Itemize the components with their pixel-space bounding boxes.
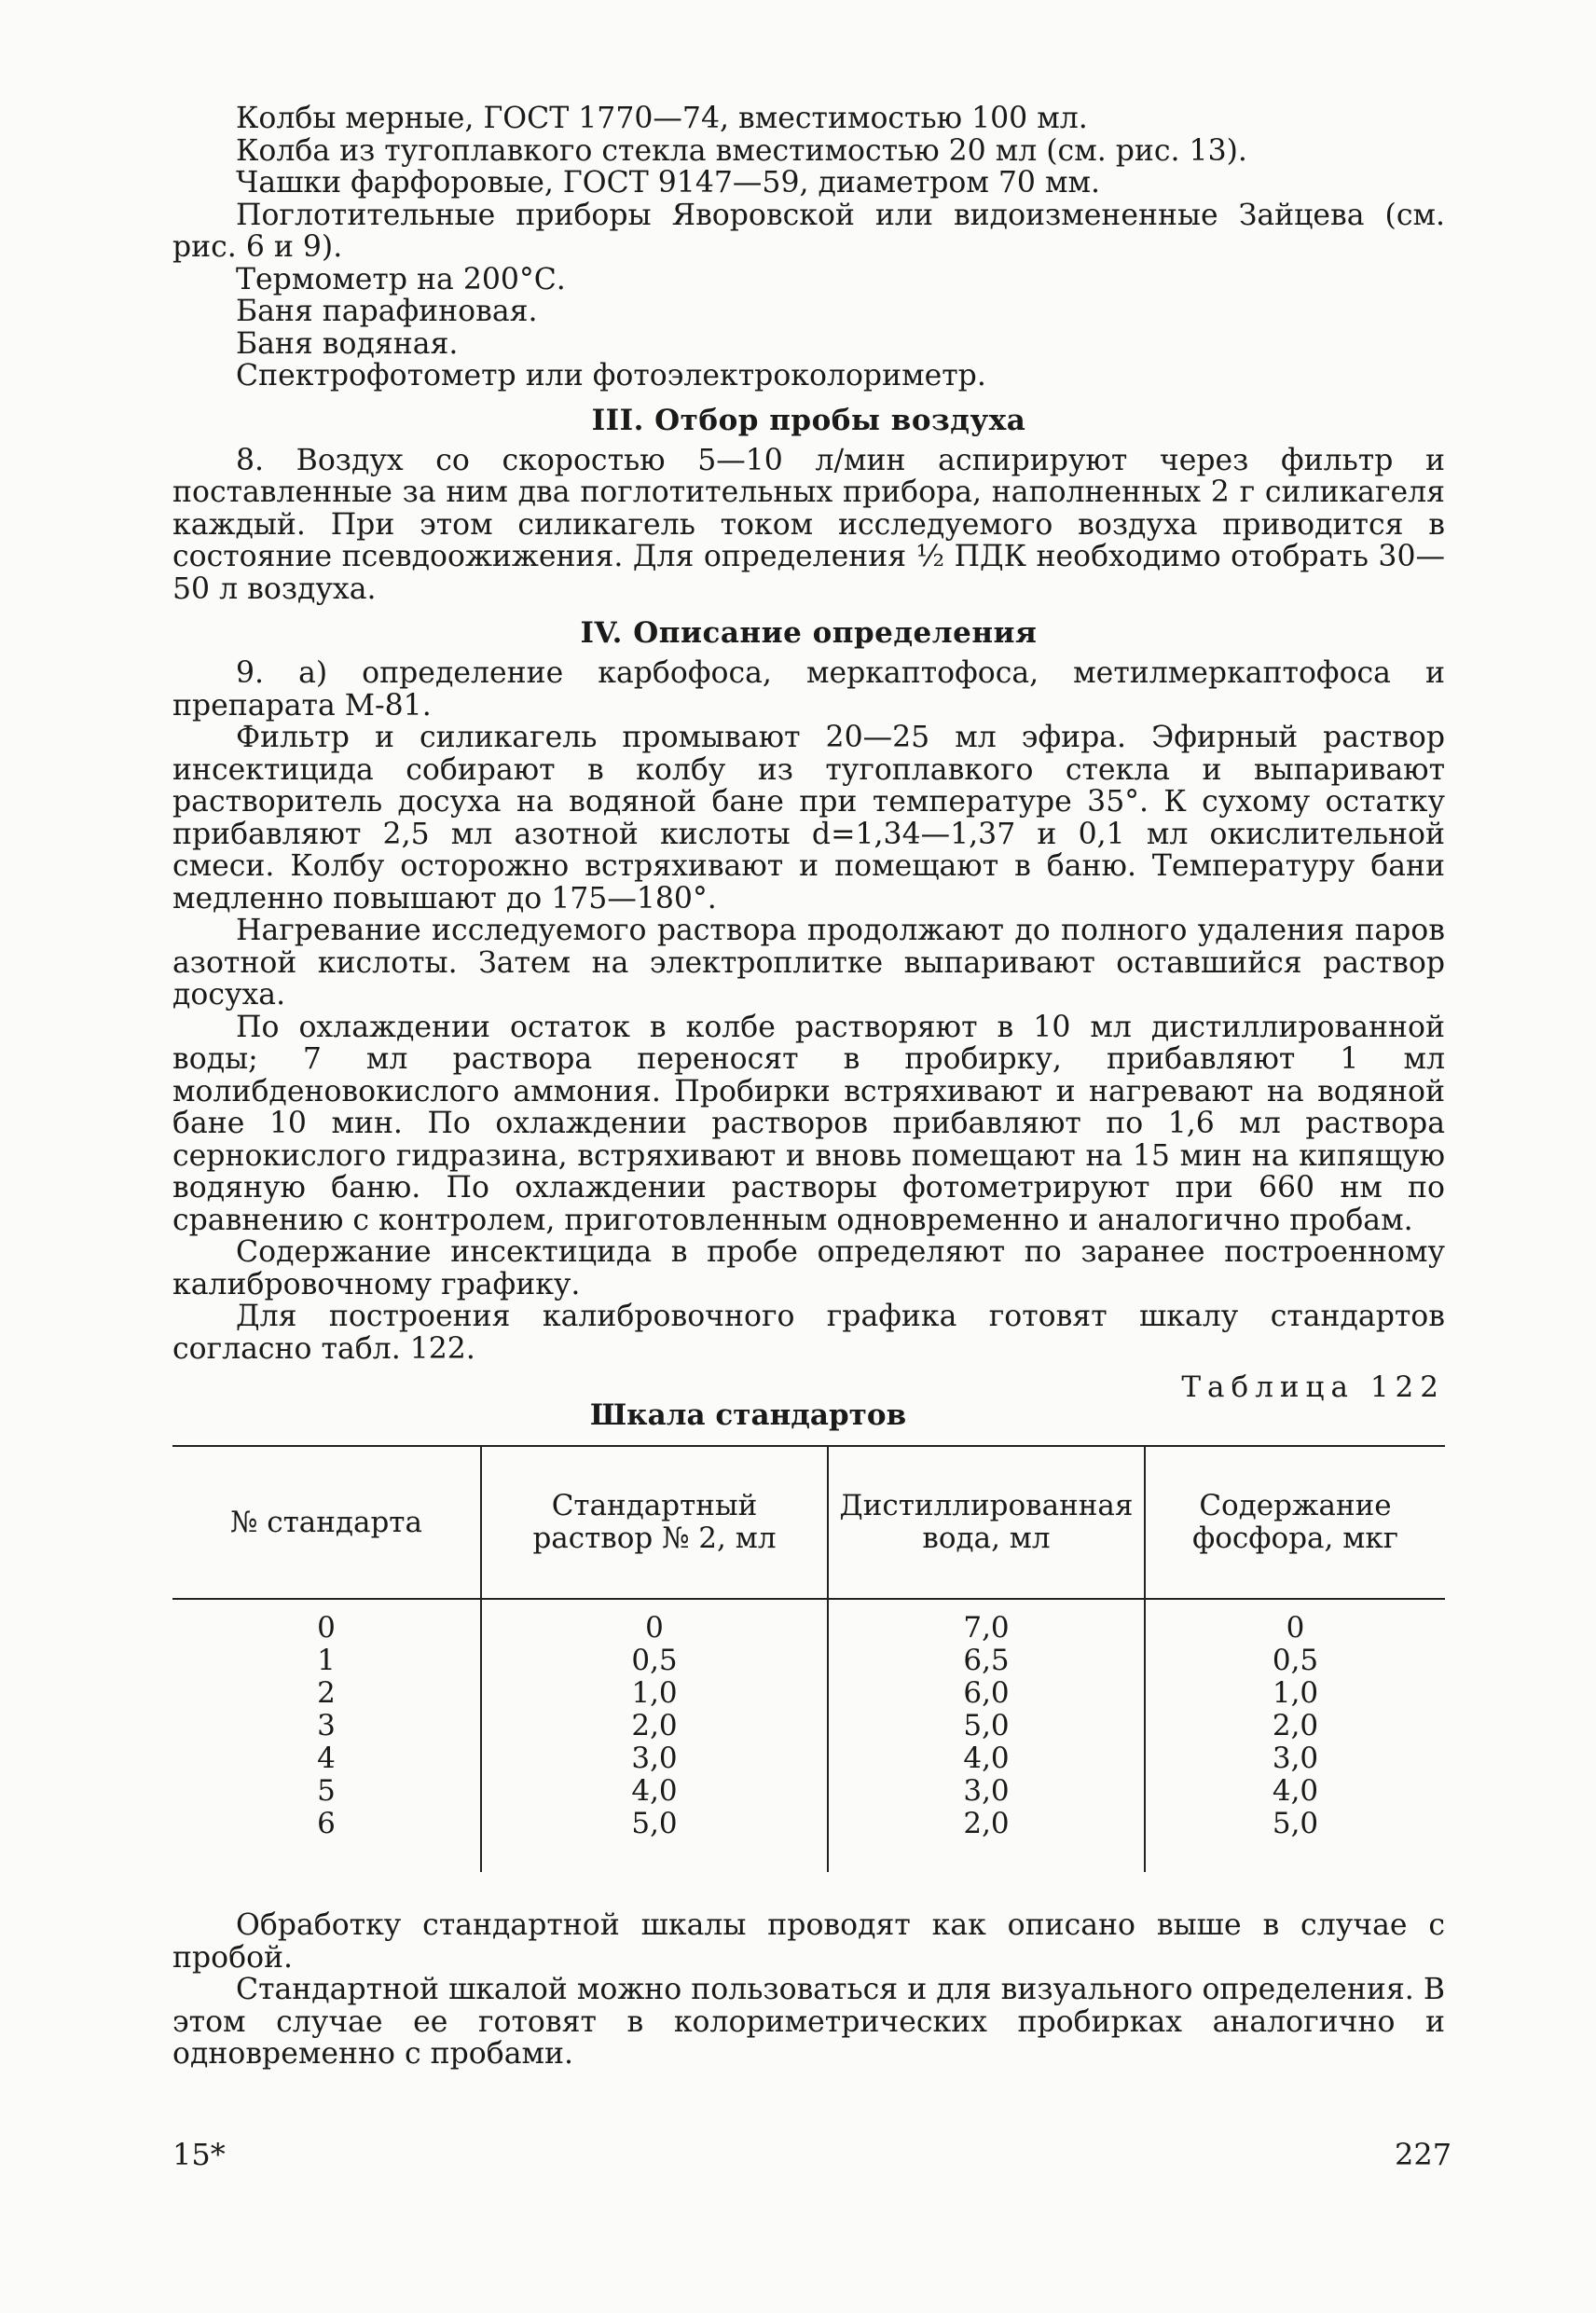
table-cell: 6 [317, 1807, 336, 1840]
page-body [172, 103, 1445, 2071]
standards-table [172, 1445, 1445, 1872]
table-cell: 7,0 [828, 1612, 1145, 1645]
table-cell: 0,5 [481, 1645, 828, 1677]
table-cell: 0 [317, 1611, 336, 1645]
equipment-item: Спектрофотометр или фотоэлектроколориметр. [236, 359, 986, 392]
table-row [172, 1775, 1445, 1808]
paragraph: 9. а) определение карбофоса, меркаптофоса, метилмеркаптофоса и препарата М-81. [172, 656, 1445, 723]
table-cell: 6,0 [828, 1677, 1145, 1710]
signature-mark: 15* [172, 2137, 226, 2172]
table-cell: 6,5 [828, 1645, 1145, 1677]
table-cell: 5 [317, 1774, 336, 1808]
equipment-item: Чашки фарфоровые, ГОСТ 9147—59, диаметром 70 мм. [236, 166, 1101, 200]
table-row [172, 1612, 1445, 1645]
table-header-cell: Дистиллированная вода, мл [828, 1446, 1145, 1599]
table-cell: 5,0 [828, 1710, 1145, 1742]
table-row [172, 1645, 1445, 1677]
table-row [172, 1808, 1445, 1840]
table-cell: 2 [317, 1676, 336, 1710]
equipment-item: Баня водяная. [236, 326, 459, 361]
table-row [172, 1677, 1445, 1710]
table-cell: 5,0 [1145, 1808, 1445, 1840]
table-cell: 4,0 [1145, 1775, 1445, 1808]
table-number: Таблица 122 [1181, 1370, 1445, 1404]
equipment-item: Колбы мерные, ГОСТ 1770—74, вместимостью 100 мл. [236, 102, 1088, 135]
table-cell: 3,0 [828, 1775, 1145, 1808]
table-cell: 0,5 [1145, 1645, 1445, 1677]
table-cell: 1,0 [1145, 1677, 1445, 1710]
equipment-item: Баня парафиновая. [236, 295, 538, 328]
table-cell: 4,0 [481, 1775, 828, 1808]
table-header-cell: № стандарта [172, 1446, 481, 1599]
table-row [172, 1710, 1445, 1742]
paragraph: Обработку стандартной шкалы проводят как описано выше в случае с пробой. [172, 1908, 1445, 1975]
table-cell: 4,0 [828, 1742, 1145, 1775]
paragraph: Фильтр и силикагель промывают 20—25 мл эфира. Эфирный раствор инсектицида собирают в колбу из тугоплавкого стекла и выпаривают растворитель досуха на водяной бане при температуре 35°. К сухому остатку прибавляют 2,5 мл азотной кислоты d=1,34—1,37 и 0,1 мл окислительной смеси. Колбу осторожно встряхивают и помещают в баню. Температуру бани медленно повышают до 175—180°. [172, 721, 1445, 916]
table-cell: 3,0 [1145, 1742, 1445, 1775]
table-cell: 0 [481, 1612, 828, 1645]
paragraph: Нагревание исследуемого раствора продолжают до полного удаления паров азотной кислоты. Затем на электроплитке выпаривают оставшийся раствор досуха. [172, 914, 1445, 1012]
table-cell: 3,0 [481, 1742, 828, 1775]
table-cell: 1 [317, 1644, 336, 1677]
table-cell: 0 [1145, 1612, 1445, 1645]
table-cell: 2,0 [481, 1710, 828, 1742]
table-cell: 5,0 [481, 1808, 828, 1840]
page-number: 227 [1395, 2137, 1452, 2172]
table-cell: 3 [317, 1709, 336, 1742]
section-heading: IV. Описание определения [580, 616, 1038, 650]
table-cell: 4 [317, 1742, 336, 1775]
paragraph: Стандартной шкалой можно пользоваться и для визуального определения. В этом случае ее готовят в колориметрических пробирках аналогично и одновременно с пробами. [172, 1973, 1445, 2071]
section-heading: III. Отбор пробы воздуха [591, 403, 1026, 437]
table-header-cell: Стандартный раствор № 2, мл [481, 1446, 828, 1599]
table-cell: 1,0 [481, 1677, 828, 1710]
equipment-item: Термометр на 200°С. [236, 262, 566, 296]
table-cell: 2,0 [1145, 1710, 1445, 1742]
paragraph: По охлаждении остаток в колбе растворяют в 10 мл дистиллированной воды; 7 мл раствора переносят в пробирку, прибавляют 1 мл молибденовокислого аммония. Пробирки встряхивают и нагревают на водяной бане 10 мин. По охлаждении растворов прибавляют по 1,6 мл раствора сернокислого гидразина, встряхивают и вновь помещают на 15 мин на кипящую водяную баню. По охлаждении растворы фотометрируют при 660 нм по сравнению с контролем, приготовленным одновременно и аналогично пробам. [172, 1010, 1445, 1237]
equipment-item: Поглотительные приборы Яворовской или видоизмененные Зайцева (см. рис. 6 и 9). [172, 198, 1445, 264]
paragraph: 8. Воздух со скоростью 5—10 л/мин аспирируют через фильтр и поставленные за ним два поглотительных прибора, наполненных 2 г силикагеля каждый. При этом силикагель током исследуемого воздуха приводится в состояние псевдоожижения. Для определения ½ ПДК необходимо отобрать 30—50 л воздуха. [172, 443, 1445, 606]
equipment-item: Колба из тугоплавкого стекла вместимостью 20 мл (см. рис. 13). [236, 133, 1247, 168]
table-row [172, 1742, 1445, 1775]
table-header-cell: Содержание фосфора, мкг [1145, 1446, 1445, 1599]
paragraph: Содержание инсектицида в пробе определяют по заранее построенному калибровочному графику. [172, 1235, 1445, 1301]
paragraph: Для построения калибровочного графика готовят шкалу стандартов согласно табл. 122. [172, 1300, 1445, 1366]
table-cell: 2,0 [828, 1808, 1145, 1840]
table-title: Шкала стандартов [589, 1398, 907, 1432]
